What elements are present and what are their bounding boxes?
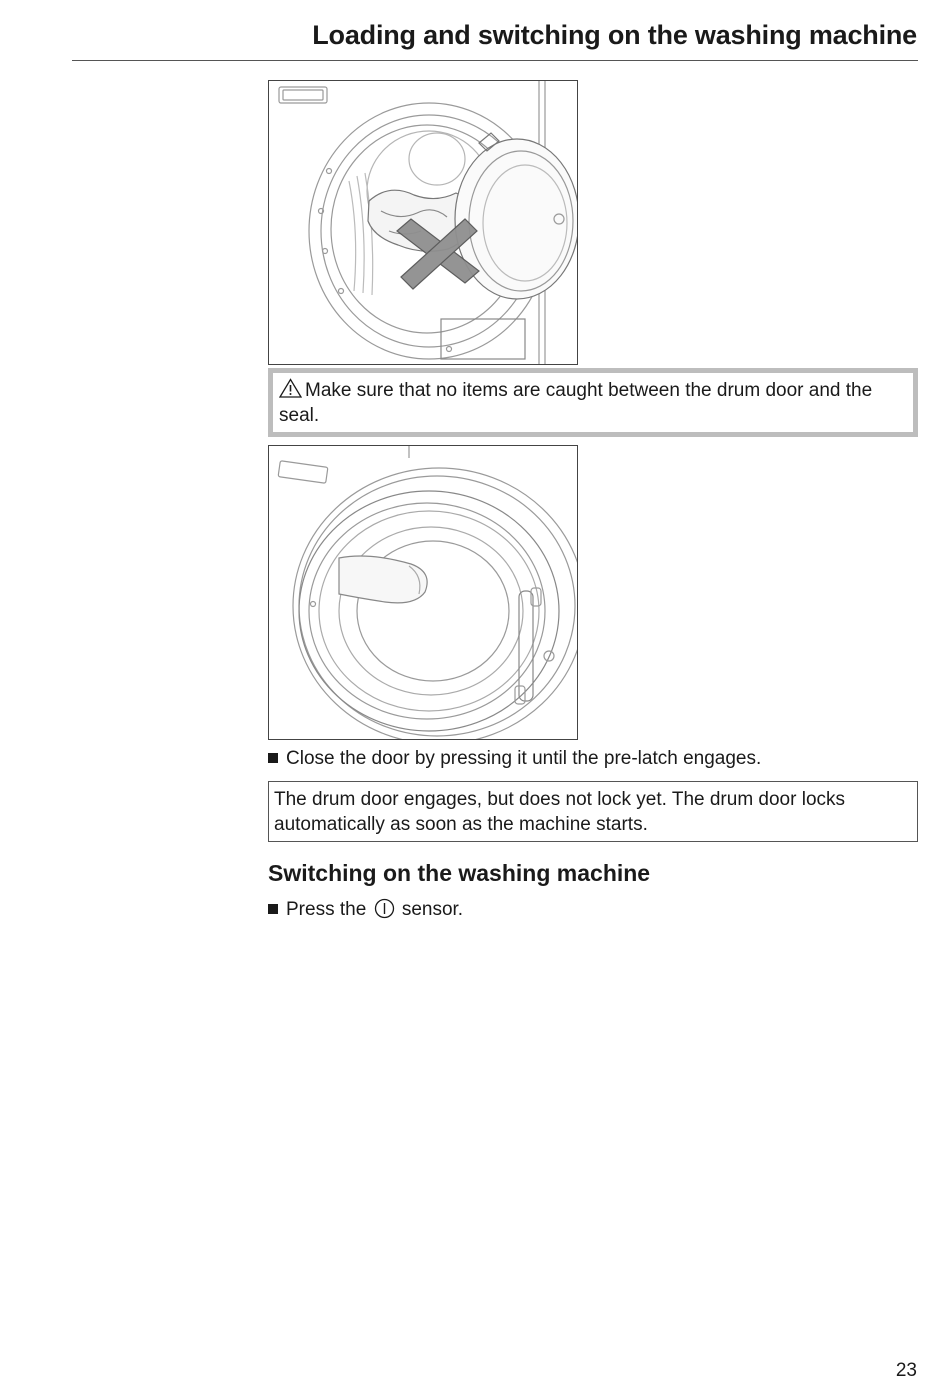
- figure-laundry-caught-illustration: [268, 80, 578, 365]
- bullet-square-icon: [268, 904, 278, 914]
- close-door-step: [268, 746, 761, 771]
- close-door-step-text: Close the door by pressing it until the pre-latch engages.: [286, 748, 762, 769]
- title-divider: [72, 60, 918, 61]
- page-title: Loading and switching on the washing machine: [312, 20, 917, 50]
- bullet-square-icon: [268, 753, 278, 763]
- warning-text: Make sure that no items are caught between the drum door and the seal.: [279, 380, 873, 426]
- laundry-caught-drawing: [269, 81, 577, 364]
- press-power-prefix: Press the: [286, 899, 367, 920]
- press-power-step: [268, 897, 463, 922]
- figure-closed-door-illustration: [268, 445, 578, 740]
- closed-door-drawing: [269, 446, 577, 739]
- press-power-suffix: sensor.: [401, 899, 464, 920]
- warning-triangle-icon: [279, 378, 302, 398]
- note-box: [268, 781, 918, 842]
- section-heading: Switching on the washing machine: [268, 860, 651, 886]
- note-text: The drum door engages, but does not lock yet. The drum door locks automatically as soon as the machine starts.: [274, 789, 846, 835]
- power-sensor-icon: [374, 898, 395, 919]
- page-number: 23: [895, 1360, 917, 1381]
- warning-box: [268, 368, 918, 437]
